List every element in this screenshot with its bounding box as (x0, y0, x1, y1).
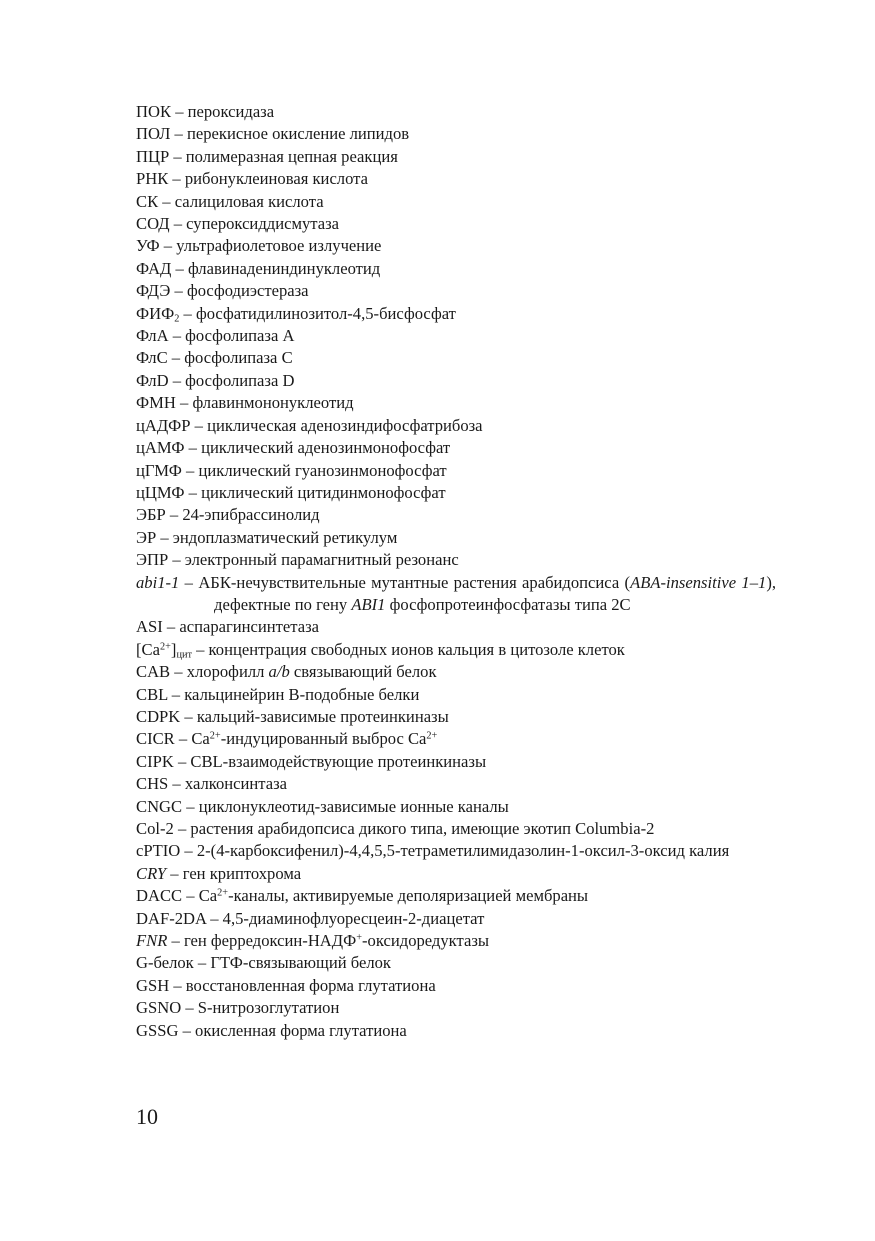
entry-tsamf: цАМФ – циклический аденозинмонофосфат (136, 438, 451, 458)
entry-sod: СОД – супероксиддисмутаза (136, 214, 339, 234)
entry-asi: ASI – аспарагинсинтетаза (136, 617, 320, 637)
entry-g-protein: G-белок – ГТФ-связывающий белок (136, 953, 391, 973)
entry-gssg: GSSG – окисленная форма глутатиона (136, 1020, 407, 1040)
entry-abi1-1: abi1-1 – АБК-нечувствительные мутантные растения арабидопсиса (ABA-insensitive 1–1), дефектные по гену ABI1 фосфопротеинфосфатазы типа 2С (136, 572, 776, 614)
entry-chs: CHS – халконсинтаза (136, 774, 288, 794)
entry-ca-cyt: $[Ca^{2+}]_{цит}$ – концентрация свободных ионов кальция в цитозоле клеток (136, 639, 625, 661)
entry-fla: ФлА – фосфолипаза А (136, 326, 295, 346)
entry-fde: ФДЭ – фосфодиэстераза (136, 281, 309, 301)
entry-dacc: DACC – $Ca^{2+}$-каналы, активируемые деполяризацией мембраны (136, 886, 589, 906)
abbreviation-list (136, 101, 776, 1042)
entry-fad: ФАД – флавинадениндинуклеотид (136, 258, 381, 278)
entry-cry: CRY – ген криптохрома (136, 863, 302, 883)
entry-gsh: GSH – восстановленная форма глутатиона (136, 975, 436, 995)
page-number: 10 (136, 1104, 158, 1129)
entry-fld: ФлD – фосфолипаза D (136, 370, 295, 390)
entry-cipk: CIPK – CBL-взаимодействующие протеинкиназы (136, 751, 487, 771)
entry-pcr: ПЦР – полимеразная цепная реакция (136, 146, 398, 166)
entry-fmn: ФМН – флавинмононуклеотид (136, 393, 354, 413)
entry-pok: ПОК – пероксидаза (136, 102, 275, 121)
entry-pol: ПОЛ – перекисное окисление липидов (136, 124, 410, 144)
entry-cab: CAB – хлорофилл a/b связывающий белок (136, 662, 437, 682)
entry-cbl: CBL – кальцинейрин В-подобные белки (136, 684, 420, 704)
entry-tsadfr: цАДФР – циклическая аденозиндифосфатрибоза (136, 415, 483, 435)
entry-epr: ЭПР – электронный парамагнитный резонанс (136, 550, 459, 570)
entry-tsgmf: цГМФ – циклический гуанозинмонофосфат (136, 460, 447, 480)
entry-cdpk: CDPK – кальций-зависимые протеинкиназы (136, 706, 449, 726)
entry-fnr: FNR – ген ферредоксин-НАДФ+-оксидоредуктазы (136, 931, 490, 951)
entry-rnk: РНК – рибонуклеиновая кислота (136, 169, 368, 189)
entry-daf-2da: DAF-2DA – 4,5-диаминофлуоресцеин-2-диацетат (136, 908, 485, 928)
entry-cicr: CICR – $Ca^{2+}$-индуцированный выброс $Ca^{2+}$ (136, 729, 438, 749)
entry-ebr: ЭБР – 24-эпибрассинолид (136, 505, 320, 525)
entry-uf: УФ – ультрафиолетовое излучение (136, 236, 382, 256)
entry-cptio: cPTIO – 2-(4-карбоксифенил)-4,4,5,5-тетраметилимидазолин-1-оксил-3-оксид калия (136, 841, 730, 861)
entry-tstsmf: цЦМФ – циклический цитидинмонофосфат (136, 482, 446, 502)
entry-flc: ФлС – фосфолипаза С (136, 348, 293, 368)
entry-col-2: Col-2 – растения арабидопсиса дикого типа, имеющие экотип Columbia-2 (136, 819, 655, 838)
entry-sk: СК – салициловая кислота (136, 191, 324, 211)
entry-cngc: CNGC – циклонуклеотид-зависимые ионные каналы (136, 796, 509, 816)
entry-er: ЭР – эндоплазматический ретикулум (136, 527, 398, 547)
entry-fif2: $ФИФ_2$ – фосфатидилинозитол-4,5-бисфосфат (136, 303, 456, 325)
entry-gsno: GSNO – S-нитрозоглутатион (136, 998, 340, 1018)
